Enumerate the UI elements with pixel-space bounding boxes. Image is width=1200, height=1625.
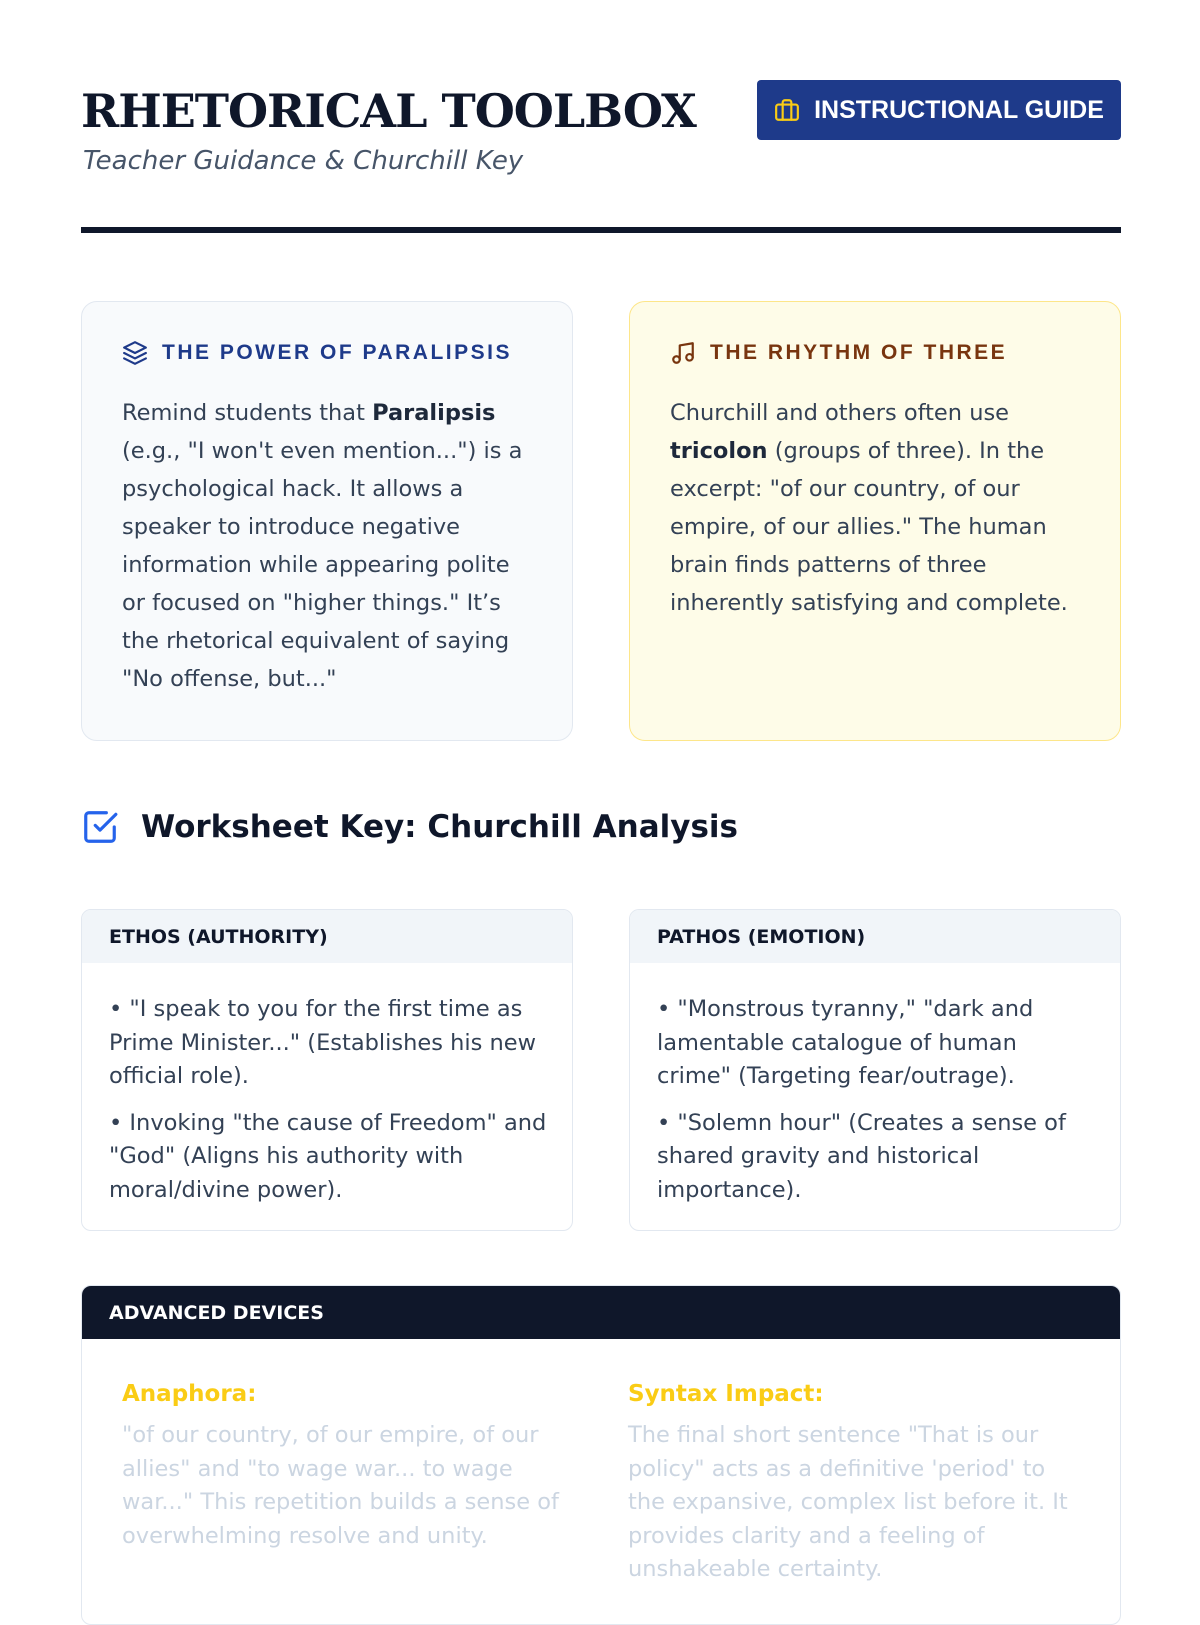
paralipsis-heading (122, 340, 532, 366)
list-item: • "I speak to you for the first time as Prime Minister..." (Establishes his new official role). (109, 996, 536, 1089)
callout-cards (81, 301, 1121, 741)
paralipsis-body (122, 394, 532, 698)
header (81, 0, 1121, 236)
paralipsis-card (81, 301, 573, 741)
pathos-heading: PATHOS (EMOTION) (630, 910, 1120, 963)
page-subtitle: Teacher Guidance & Churchill Key (83, 146, 524, 176)
rhythm-heading-text: THE RHYTHM OF THREE (710, 341, 1008, 364)
anaphora-text: "of our country, of our empire, of our allies" and "to wage war... to wage war..." This repetition builds a sense of overwhelming resolve and unity. (122, 1422, 559, 1549)
rhythm-card (629, 301, 1121, 741)
briefcase-icon (774, 97, 800, 123)
tricolon-term: tricolon (670, 438, 768, 464)
paralipsis-heading-text: THE POWER OF PARALIPSIS (162, 341, 512, 364)
paralipsis-body-part: Remind students that (122, 400, 373, 426)
worksheet-title: Worksheet Key: Churchill Analysis (141, 809, 739, 845)
pathos-list (630, 963, 1120, 1207)
advanced-devices-box (81, 1285, 1121, 1625)
anaphora-label: Anaphora: (122, 1381, 257, 1407)
anaphora-section (122, 1381, 572, 1553)
ethos-list (82, 963, 572, 1207)
list-item: • "Solemn hour" (Creates a sense of shared gravity and historical importance). (657, 1109, 1066, 1203)
checkbox-icon (81, 808, 119, 846)
ethos-box (81, 909, 573, 1231)
syntax-section (628, 1381, 1078, 1587)
page (81, 0, 1121, 1582)
layers-icon (122, 340, 148, 366)
page-title: RHETORICAL TOOLBOX (81, 84, 696, 138)
syntax-label: Syntax Impact: (628, 1381, 824, 1407)
list-item: • "Monstrous tyranny," "dark and lamentable catalogue of human crime" (Targeting fear/outrage). (657, 996, 1034, 1089)
rhythm-body-part: Churchill and others often use (670, 400, 1010, 426)
music-note-icon (670, 340, 696, 366)
rhythm-body (670, 394, 1080, 622)
paralipsis-term: Paralipsis (372, 400, 496, 426)
rhythm-body-part: (groups of three). In the excerpt: "of our country, of our empire, of our allies." The human brain finds patterns of three inherently satisfying and complete. (670, 438, 1068, 616)
paralipsis-body-part: (e.g., "I won't even mention...") is a psychological hack. It allows a speaker to introduce negative information while appearing polite or focused on "higher things." It’s the rhetorical equivalent of saying "No offense, but..." (122, 438, 523, 692)
instructional-guide-label: INSTRUCTIONAL GUIDE (814, 95, 1104, 124)
syntax-text: The final short sentence "That is our policy" acts as a definitive 'period' to the expansive, complex list before it. It provides clarity and a feeling of unshakeable certainty. (628, 1422, 1068, 1582)
header-divider (81, 227, 1121, 233)
pathos-box (629, 909, 1121, 1231)
advanced-devices-heading: ADVANCED DEVICES (82, 1286, 1120, 1339)
list-item: • Invoking "the cause of Freedom" and "God" (Aligns his authority with moral/divine power). (109, 1109, 547, 1203)
worksheet-heading (81, 808, 738, 846)
ethos-heading: ETHOS (AUTHORITY) (82, 910, 572, 963)
rhythm-heading (670, 340, 1080, 366)
instructional-guide-button[interactable] (757, 80, 1121, 140)
